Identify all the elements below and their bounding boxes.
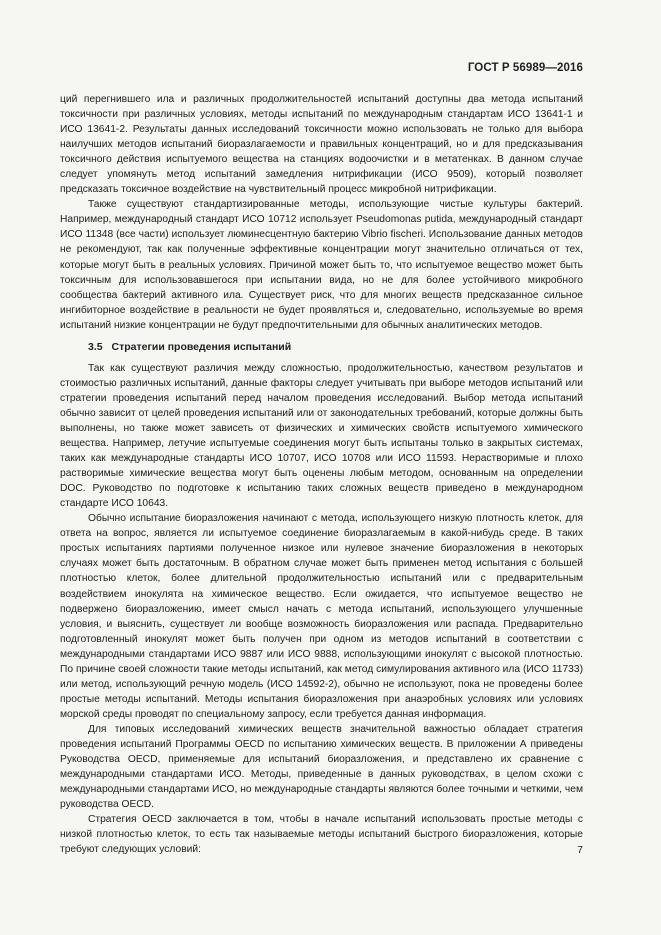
- page-number: 7: [577, 844, 583, 856]
- section-paragraph-3: Для типовых исследований химических веществ значительной важностью обладает стратегия проведения испытаний Программы OECD по испытанию химических веществ. В приложении А приведены Руководства OECD, применяемые для испытаний биоразложения, и представлено их сравнение с международными стандартами ИСО. Методы, приведенные в данных руководствах, в целом схожи с международными стандартами ИСО, но международные стандарты являются более точными и четкими, чем руководства OECD.: [60, 723, 583, 811]
- document-body: [60, 92, 583, 857]
- document-header: ГОСТ Р 56989—2016: [467, 62, 583, 74]
- paragraph-2: Также существуют стандартизированные методы, использующие чистые культуры бактерий. Например, международный стандарт ИСО 10712 использует Pseudomonas putida, международный стандарт ИСО 11348 (все части) использует люминесцентную бактерию Vibrio fischeri. Использование данных методов не рекомендуют, так как полученные эффективные концентрации могут значительно отличаться от тех, которые могут быть в реальных условиях. Причиной может быть то, что испытуемое вещество может быть токсичным для использовавшегося при испытании вида, но не для более устойчивого микробного сообщества бактерий активного ила. Существует риск, что для многих веществ предсказанное сильное ингибиторное воздействие в реальности не будет проявляться и, следовательно, используемые во время испытаний низкие концентрации не будут предпочтительными для обычных аналитических методов.: [60, 199, 583, 331]
- section-title: Стратегии проведения испытаний: [111, 340, 292, 353]
- section-number: 3.5: [88, 340, 103, 353]
- section-paragraph-1: Так как существуют различия между сложностью, продолжительностью, качеством результатов и стоимостью различных испытаний, данные факторы следует учитывать при выборе методов испытаний или стратегии проведения испытаний перед началом проведения исследований. Выбор метода испытаний обычно зависит от целей проведения испытаний или от законодательных требований, которые должны быть выполнены, но также может зависеть от физических и химических свойств испытуемого химического вещества. Например, летучие испытуемые соединения могут быть испытаны только в закрытых системах, таких как международные стандарты ИСО 10707, ИСО 10708 или ИСО 11593. Нерастворимые и плохо растворимые химические вещества могут быть оценены любым методом, основанным на определении DOC. Руководство по подготовке к испытанию таких сложных веществ приведено в международном стандарте ИСО 10643.: [60, 362, 583, 510]
- section-paragraph-4: Стратегия OECD заключается в том, чтобы в начале испытаний использовать простые методы с низкой плотностью клеток, то есть так называемые методы испытаний быстрого биоразложения, которые требуют следующих условий:: [60, 814, 583, 856]
- section-heading: [60, 340, 583, 355]
- paragraph-1: ций перегнившего ила и различных продолжительностей испытаний доступны два метода испытаний токсичности при различных условиях, методы испытаний по международным стандартам ИСО 13641-1 и ИСО 13641-2. Результаты данных исследований токсичности можно использовать не только для выбора наилучших методов испытаний биоразлагаемости и правильных концентраций, но и для предсказывания токсичного действия испытуемого вещества на станциях водоочистки и в метатенках. В данном случае следует упомянуть метод испытаний замедления нитрификации (ИСО 9509), который позволяет предсказать токсичное воздействие на чувствительный процесс микробной нитрификации.: [60, 94, 583, 196]
- section-paragraph-2: Обычно испытание биоразложения начинают с метода, использующего низкую плотность клеток, для ответа на вопрос, является ли испытуемое соединение биоразлагаемым в какой-нибудь среде. В таких простых испытаниях партиями полученное низкое или нулевое значение биоразложения в некоторых случаях может быть достаточным. В обратном случае может быть применен метод испытания с большей плотностью клеток, более длительной продолжительностью испытаний или с предварительным воздействием инокулята на химическое вещество. Если ожидается, что испытуемое вещество не подвержено биоразложению, имеет смысл начать с метода испытаний, использующего улучшенные условия, и выяснить, существует ли вообще возможность биоразложения или распада. Предварительно подготовленный инокулят может быть получен при одном из методов испытаний в соответствии с международными стандартами ИСО 9887 или ИСО 9888, использующими инокулят с высокой плотностью. По причине своей сложности такие методы испытаний, как метод симулирования активного ила (ИСО 11733) или метод, использующий речную модель (ИСО 14592-2), обычно не используют, пока не проведены более простые методы испытаний. Методы испытания биоразложения при анаэробных условиях или условиях морской среды проводят по специальному запросу, если требуется данная информация.: [60, 513, 583, 720]
